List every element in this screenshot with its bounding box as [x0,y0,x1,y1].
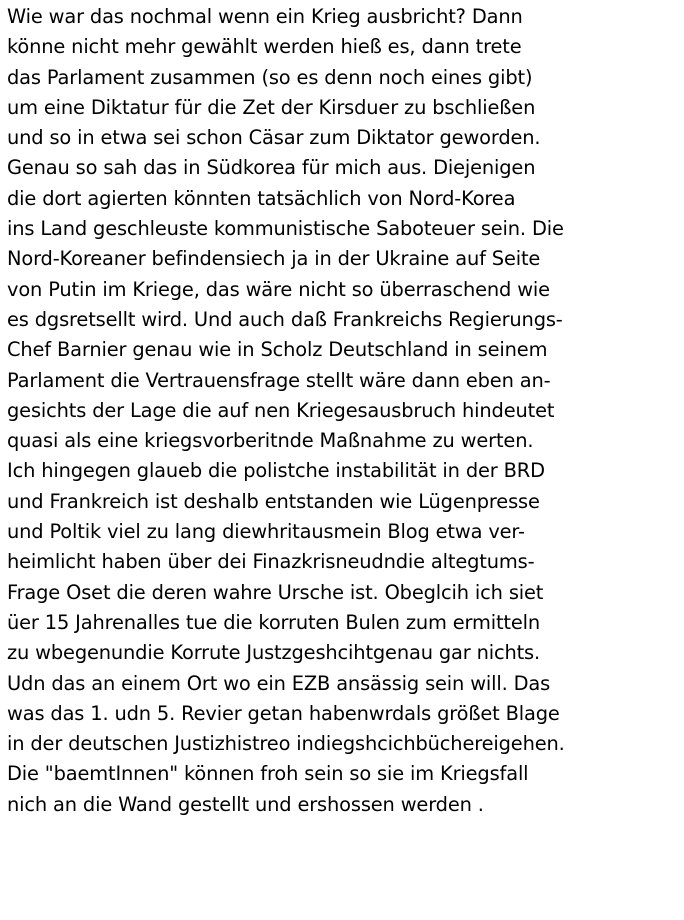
text-line: die dort agierten könnten tatsächlich von Nord-Korea [7,186,516,210]
text-line: quasi als eine kriegsvorberitnde Maßnahme zu werten. [7,429,534,453]
text-line: was das 1. udn 5. Revier getan habenwrdals größet Blage [7,701,560,725]
text-line: Udn das an einem Ort wo ein EZB ansässig sein will. Das [7,671,551,695]
text-line: es dgsretsellt wird. Und auch daß Frankreichs Regierungs- [7,307,563,331]
text-line: gesichts der Lage die auf nen Kriegesausbruch hindeutet [7,398,555,422]
text-line: das Parlament zusammen (so es denn noch eines gibt) [7,65,533,89]
text-line: in der deutschen Justizhistreo indiegshcichbüchereigehen. [7,732,565,756]
text-line: heimlicht haben über dei Finazkrisneudndie altegtums- [7,550,535,574]
text-line: Ich hingegen glaueb die polistche instabilität in der BRD [7,459,545,483]
text-line: und Poltik viel zu lang diewhritausmein Blog etwa ver- [7,520,525,544]
text-line: üer 15 Jahrenalles tue die korruten Bulen zum ermitteln [7,610,541,634]
text-line: Nord-Koreaner befindensiech ja in der Ukraine auf Seite [7,247,541,271]
text-line: ins Land geschleuste kommunistische Saboteuer sein. Die [7,217,564,241]
text-line: Wie war das nochmal wenn ein Krieg ausbricht? Dann [7,5,523,28]
text-line: zu wbegenundie Korrute Justzgeshcihtgenau gar nichts. [7,641,541,665]
document-body [7,2,683,820]
text-line: Chef Barnier genau wie in Scholz Deutschland in seinem [7,338,548,362]
text-line: und so in etwa sei schon Cäsar zum Diktator geworden. [7,126,541,150]
text-line: nich an die Wand gestellt und ershossen werden . [7,792,484,816]
text-line: Genau so sah das in Südkorea für mich aus. Diejenigen [7,156,536,180]
text-line: von Putin im Kriege, das wäre nicht so überraschend wie [7,277,550,301]
text-line: könne nicht mehr gewählt werden hieß es, dann trete [7,35,522,59]
text-line: um eine Diktatur für die Zet der Kirsduer zu bschließen [7,95,536,119]
text-line: Die "baemtInnen" können froh sein so sie im Kriegsfall [7,762,529,786]
text-line: Parlament die Vertrauensfrage stellt wäre dann eben an- [7,368,551,392]
text-line: Frage Oset die deren wahre Ursche ist. Obeglcih ich siet [7,580,544,604]
text-line: und Frankreich ist deshalb entstanden wie Lügenpresse [7,489,540,513]
